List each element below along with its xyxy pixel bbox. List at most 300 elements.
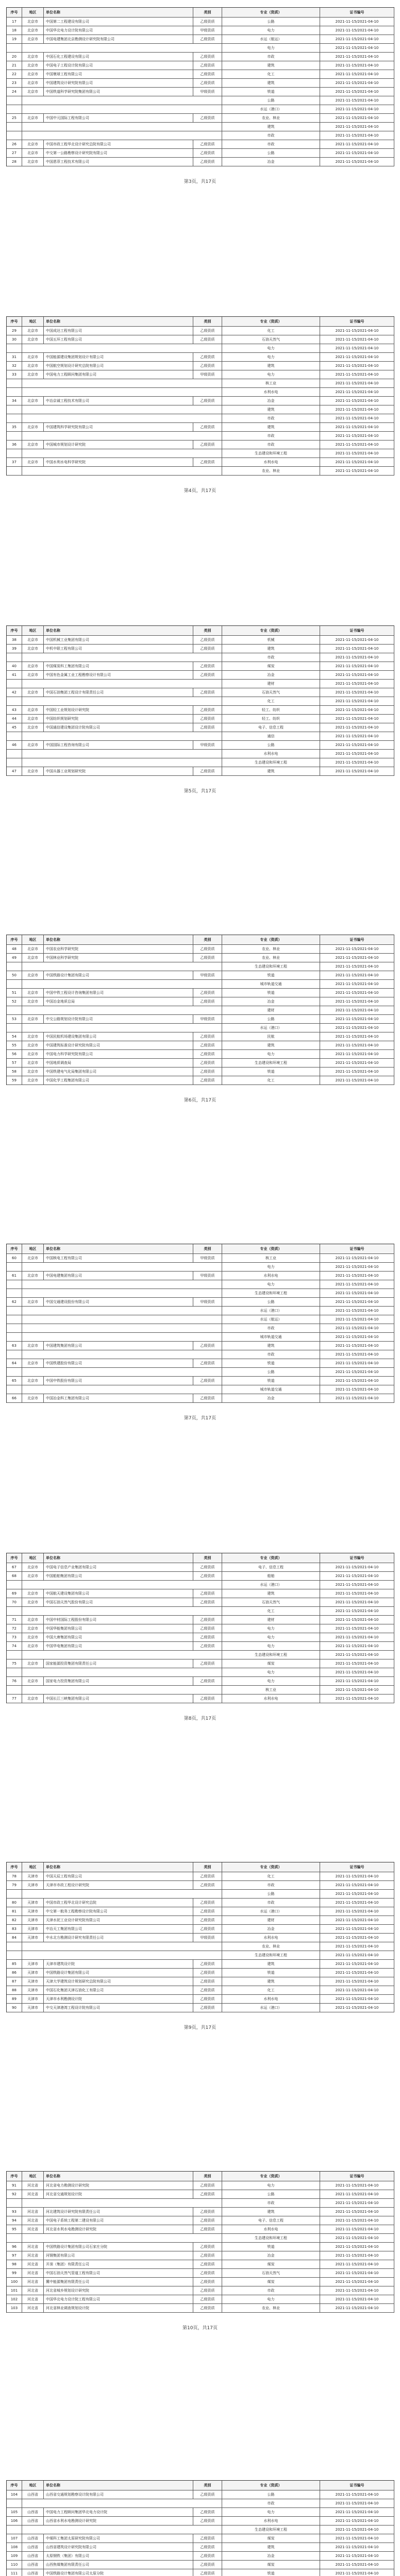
cell-category (193, 1668, 222, 1676)
cell-category: 乙级资质 (193, 2569, 222, 2576)
table-row (7, 1067, 394, 1076)
header-cell-category: 类别 (193, 935, 222, 944)
cell-company: 中国农业科学研究院 (44, 945, 193, 953)
cell-category (193, 653, 222, 662)
cell-category (193, 2234, 222, 2242)
cell-cert: 2021-11-15/2021-04-10 (320, 18, 394, 26)
total-pages: 17 (207, 2326, 213, 2331)
cell-company: 中交第一公路勘察设计研究院有限公司 (44, 149, 193, 157)
header-cell-spec: 专业（资质） (222, 8, 320, 17)
cell-company: 中国电建集团有限公司 (44, 1272, 193, 1280)
cell-cert: 2021-11-15/2021-04-10 (320, 1342, 394, 1350)
document-page (0, 618, 400, 927)
cell-cert: 2021-11-15/2021-04-10 (320, 1668, 394, 1676)
cell-no: 33 (7, 370, 22, 379)
cell-category (193, 449, 222, 457)
page-footer (0, 2324, 400, 2331)
table-row (7, 1616, 394, 1624)
cell-cert: 2021-11-15/2021-04-10 (320, 2543, 394, 2551)
table-row (7, 1350, 394, 1359)
table-row (7, 2251, 394, 2260)
cell-no: 93 (7, 2208, 22, 2216)
cell-no: 53 (7, 1015, 22, 1023)
cell-company: 中国通信建设集团设计院有限公司 (44, 723, 193, 732)
cell-cert: 2021-11-15/2021-04-10 (320, 379, 394, 387)
cell-no (7, 1324, 22, 1332)
cell-no (7, 1651, 22, 1659)
document-page (0, 1236, 400, 1546)
cell-company: 中国电力工程顾问集团华北电力设计院 (44, 2508, 193, 2516)
cell-region: 北京市 (22, 989, 44, 997)
header-cell-spec: 专业（资质） (222, 2172, 320, 2181)
cell-cert: 2021-11-15/2021-04-10 (320, 158, 394, 166)
cell-no (7, 414, 22, 422)
cell-spec: 建材 (222, 680, 320, 688)
cell-category: 甲级资质 (193, 1254, 222, 1262)
cell-spec: 铁道 (222, 1359, 320, 1367)
cell-company: 中国中元国际工程有限公司 (44, 114, 193, 122)
table-row (7, 379, 394, 388)
cell-no (7, 1951, 22, 1959)
table-row (7, 2499, 394, 2508)
cell-spec: 核工业 (222, 379, 320, 387)
cell-spec: 农业、林业 (222, 467, 320, 475)
cell-region: 北京市 (22, 1076, 44, 1084)
cell-spec: 电力 (222, 2295, 320, 2303)
cell-region (22, 1315, 44, 1324)
table-row (7, 1394, 394, 1403)
document-page (0, 1546, 400, 1855)
cell-spec: 电力 (222, 1624, 320, 1633)
total-pages: 17 (205, 488, 212, 494)
cell-spec: 铁道 (222, 2243, 320, 2251)
footer-suffix: 页 (211, 179, 216, 184)
cell-category: 乙级资质 (193, 1624, 222, 1633)
table-row (7, 1694, 394, 1703)
cell-region: 北京市 (22, 706, 44, 714)
table-row (7, 388, 394, 397)
cell-cert: 2021-11-15/2021-04-10 (320, 327, 394, 335)
cell-category (193, 697, 222, 705)
cell-cert: 2021-11-15/2021-04-10 (320, 1899, 394, 1907)
cell-category: 乙级资质 (193, 2517, 222, 2525)
cell-no (7, 1890, 22, 1898)
cell-no (7, 732, 22, 740)
cell-no: 67 (7, 1563, 22, 1571)
cell-category: 乙级资质 (193, 2278, 222, 2286)
cell-no: 91 (7, 2181, 22, 2190)
cell-region: 北京市 (22, 645, 44, 653)
cell-region: 河北省 (22, 2269, 44, 2277)
table-row (7, 1006, 394, 1015)
cell-company (44, 1607, 193, 1615)
cell-spec: 建筑 (222, 1589, 320, 1598)
cell-spec: 建筑 (222, 405, 320, 414)
cell-region: 北京市 (22, 1377, 44, 1385)
cell-spec: 生态建设和环境工程 (222, 1289, 320, 1297)
cell-spec: 公路 (222, 1015, 320, 1023)
cell-cert: 2021-11-15/2021-04-10 (320, 2561, 394, 2569)
cell-region: 北京市 (22, 1633, 44, 1641)
total-pages: 17 (205, 789, 212, 794)
cell-cert: 2021-11-15/2021-04-10 (320, 114, 394, 122)
table-row (7, 1598, 394, 1607)
cell-region (22, 432, 44, 440)
cell-spec: 电力 (222, 44, 320, 52)
cell-spec: 化工 (222, 1607, 320, 1615)
cell-cert: 2021-11-15/2021-04-10 (320, 1385, 394, 1394)
cell-no (7, 1333, 22, 1341)
cell-region (22, 96, 44, 105)
cell-region: 天津市 (22, 1977, 44, 1986)
cell-region (22, 467, 44, 475)
cell-category: 乙级资质 (193, 1394, 222, 1402)
qualification-table (6, 1553, 394, 1703)
cell-cert: 2021-11-15/2021-04-10 (320, 767, 394, 775)
cell-cert: 2021-11-15/2021-04-10 (320, 1041, 394, 1049)
cell-category: 乙级资质 (193, 1076, 222, 1084)
cell-spec: 生态建设和环境工程 (222, 1651, 320, 1659)
cell-company: 中国建筑集团有限公司 (44, 1342, 193, 1350)
cell-spec: 市政 (222, 2199, 320, 2207)
cell-no: 86 (7, 1969, 22, 1977)
cell-no: 17 (7, 18, 22, 26)
cell-region: 北京市 (22, 1254, 44, 1262)
table-row (7, 1977, 394, 1986)
cell-company (44, 432, 193, 440)
cell-region: 天津市 (22, 1925, 44, 1933)
qualification-table (6, 7, 394, 166)
cell-category: 乙级资质 (193, 2304, 222, 2312)
cell-no: 77 (7, 1694, 22, 1703)
cell-spec: 城市轨道交通 (222, 1333, 320, 1341)
cell-no: 106 (7, 2517, 22, 2525)
cell-spec: 轻工、纺织 (222, 715, 320, 723)
table-row (7, 1041, 394, 1050)
table-row (7, 697, 394, 706)
cell-category: 甲级资质 (193, 1934, 222, 1942)
footer-prefix: 第 (184, 1716, 189, 1721)
cell-region (22, 1324, 44, 1332)
cell-region: 天津市 (22, 1960, 44, 1968)
cell-region (22, 750, 44, 758)
footer-mid: 页，共 (191, 488, 206, 494)
table-row (7, 980, 394, 989)
cell-region (22, 1333, 44, 1341)
cell-region: 北京市 (22, 715, 44, 723)
cell-spec: 水利水电 (222, 750, 320, 758)
cell-category: 乙级资质 (193, 140, 222, 148)
cell-spec: 水运（港口） (222, 1581, 320, 1589)
table-row (7, 53, 394, 61)
cell-cert: 2021-11-15/2021-04-10 (320, 1960, 394, 1968)
cell-company: 中国铁建股份有限公司 (44, 1359, 193, 1367)
cell-company (44, 1942, 193, 1951)
cell-no: 63 (7, 1342, 22, 1350)
cell-cert: 2021-11-15/2021-04-10 (320, 750, 394, 758)
table-row (7, 61, 394, 70)
cell-category (193, 1651, 222, 1659)
page-number: 9 (188, 2025, 192, 2030)
cell-category: 乙级资质 (193, 767, 222, 775)
cell-spec: 冶金 (222, 671, 320, 679)
cell-cert: 2021-11-15/2021-04-10 (320, 79, 394, 87)
table-row (7, 1686, 394, 1694)
table-row (7, 997, 394, 1006)
cell-category: 乙级资质 (193, 2216, 222, 2225)
cell-company: 中国恩菲工程技术有限公司 (44, 158, 193, 166)
cell-category (193, 414, 222, 422)
footer-mid: 页，共 (193, 2326, 207, 2331)
cell-spec: 通信 (222, 732, 320, 740)
cell-region (22, 1890, 44, 1898)
cell-category: 乙级资质 (193, 327, 222, 335)
page-footer (0, 787, 400, 794)
table-row (7, 1050, 394, 1059)
cell-spec: 电子、信息工程 (222, 723, 320, 732)
cell-spec: 建筑 (222, 2208, 320, 2216)
cell-region (22, 1651, 44, 1659)
table-row (7, 1333, 394, 1342)
cell-company: 中机中联工程有限公司 (44, 645, 193, 653)
cell-cert: 2021-11-15/2021-04-10 (320, 1032, 394, 1041)
table-row (7, 397, 394, 405)
cell-spec: 城市轨道交通 (222, 1385, 320, 1394)
cell-region (22, 1607, 44, 1615)
table-row (7, 962, 394, 971)
cell-category (193, 1324, 222, 1332)
footer-suffix: 页 (211, 488, 216, 494)
cell-no: 65 (7, 1377, 22, 1385)
cell-cert: 2021-11-15/2021-04-10 (320, 2260, 394, 2268)
cell-spec: 电子、信息工程 (222, 1563, 320, 1571)
cell-category (193, 96, 222, 105)
cell-category (193, 1280, 222, 1289)
cell-category (193, 1006, 222, 1014)
cell-spec: 建材 (222, 1006, 320, 1014)
cell-company (44, 1890, 193, 1898)
header-cell-spec: 专业（资质） (222, 626, 320, 635)
cell-company (44, 1315, 193, 1324)
cell-cert: 2021-11-15/2021-04-10 (320, 467, 394, 475)
cell-region (22, 1581, 44, 1589)
cell-spec: 公路 (222, 96, 320, 105)
cell-region (22, 123, 44, 131)
table-row (7, 1633, 394, 1642)
table-row (7, 1581, 394, 1589)
table-row (7, 1651, 394, 1659)
cell-spec: 水利水电 (222, 458, 320, 466)
cell-region: 北京市 (22, 1589, 44, 1598)
cell-no: 69 (7, 1589, 22, 1598)
cell-region: 北京市 (22, 335, 44, 344)
cell-no (7, 680, 22, 688)
header-cell-no: 序号 (7, 626, 22, 635)
cell-no (7, 1315, 22, 1324)
cell-spec: 电力 (222, 1280, 320, 1289)
cell-company: 中国国际工程咨询有限公司 (44, 741, 193, 749)
cell-spec: 公路 (222, 1368, 320, 1376)
cell-cert: 2021-11-15/2021-04-10 (320, 1881, 394, 1889)
header-cell-category: 类别 (193, 1244, 222, 1253)
cell-region: 北京市 (22, 440, 44, 449)
header-cell-spec: 专业（资质） (222, 1862, 320, 1872)
cell-spec: 水利水电 (222, 1995, 320, 2003)
cell-spec: 农业、林业 (222, 945, 320, 953)
cell-cert: 2021-11-15/2021-04-10 (320, 397, 394, 405)
cell-region: 北京市 (22, 88, 44, 96)
cell-region (22, 653, 44, 662)
cell-category: 乙级资质 (193, 645, 222, 653)
cell-category: 乙级资质 (193, 335, 222, 344)
cell-no: 41 (7, 671, 22, 679)
table-row (7, 1624, 394, 1633)
cell-spec: 市政 (222, 1881, 320, 1889)
cell-company: 天津市建筑设计院 (44, 1960, 193, 1968)
cell-region: 北京市 (22, 1394, 44, 1402)
cell-category (193, 1333, 222, 1341)
cell-category: 乙级资质 (193, 2208, 222, 2216)
cell-spec: 农业、林业 (222, 954, 320, 962)
cell-company: 中国电子信息产业集团有限公司 (44, 1563, 193, 1571)
cell-category (193, 758, 222, 767)
cell-region: 山西省 (22, 2552, 44, 2560)
cell-no (7, 131, 22, 140)
cell-cert: 2021-11-15/2021-04-10 (320, 53, 394, 61)
table-row (7, 954, 394, 962)
cell-category: 乙级资质 (193, 723, 222, 732)
cell-company: 中国民航机场建设集团有限公司 (44, 1032, 193, 1041)
cell-spec: 冶金 (222, 397, 320, 405)
cell-spec: 电力 (222, 1642, 320, 1650)
cell-company: 中国石油天然气管道工程有限公司 (44, 2269, 193, 2277)
cell-category: 乙级资质 (193, 1032, 222, 1041)
cell-region (22, 1668, 44, 1676)
cell-company: 天津市水利勘测设计院 (44, 1995, 193, 2003)
cell-region: 北京市 (22, 1572, 44, 1580)
table-row (7, 1642, 394, 1651)
footer-mid: 页，共 (191, 1098, 206, 1103)
table-row (7, 105, 394, 114)
cell-cert: 2021-11-15/2021-04-10 (320, 1006, 394, 1014)
cell-company: 中国华北电力设计院有限公司 (44, 26, 193, 35)
cell-cert: 2021-11-15/2021-04-10 (320, 105, 394, 113)
cell-category: 乙级资质 (193, 18, 222, 26)
cell-no: 88 (7, 1986, 22, 1994)
cell-category (193, 1350, 222, 1359)
cell-region (22, 1951, 44, 1959)
cell-category (193, 2499, 222, 2507)
cell-spec: 电力 (222, 1050, 320, 1058)
cell-spec: 煤炭 (222, 2260, 320, 2268)
header-cell-company: 单位名称 (44, 626, 193, 635)
table-row (7, 1899, 394, 1907)
cell-region: 北京市 (22, 458, 44, 466)
cell-category: 乙级资质 (193, 458, 222, 466)
cell-company: 中国航天建设集团有限公司 (44, 1589, 193, 1598)
table-row (7, 732, 394, 741)
table-row (7, 1677, 394, 1686)
table-row (7, 2552, 394, 2561)
cell-cert: 2021-11-15/2021-04-10 (320, 362, 394, 370)
table-row (7, 353, 394, 362)
table-row (7, 723, 394, 732)
cell-no: 29 (7, 327, 22, 335)
cell-company: 国家电力投资集团有限公司 (44, 1677, 193, 1685)
cell-cert: 2021-11-15/2021-04-10 (320, 1589, 394, 1598)
cell-region (22, 1686, 44, 1694)
cell-category: 乙级资质 (193, 2181, 222, 2190)
table-row (7, 1607, 394, 1616)
cell-no: 62 (7, 1298, 22, 1306)
table-row (7, 1024, 394, 1032)
cell-cert: 2021-11-15/2021-04-10 (320, 26, 394, 35)
cell-cert: 2021-11-15/2021-04-10 (320, 140, 394, 148)
cell-no: 95 (7, 2225, 22, 2233)
cell-category (193, 1951, 222, 1959)
cell-cert: 2021-11-15/2021-04-10 (320, 2508, 394, 2516)
table-row (7, 1572, 394, 1581)
cell-region (22, 1942, 44, 1951)
table-header-row (7, 1862, 394, 1872)
cell-region: 北京市 (22, 767, 44, 775)
cell-spec: 电力 (222, 1668, 320, 1676)
cell-region (22, 105, 44, 113)
cell-spec: 农业、林业 (222, 114, 320, 122)
cell-category: 乙级资质 (193, 53, 222, 61)
cell-no: 49 (7, 954, 22, 962)
cell-company: 中国中材国际工程股份有限公司 (44, 1616, 193, 1624)
table-row (7, 1872, 394, 1881)
cell-company: 中国石油天然气股份有限公司 (44, 1598, 193, 1606)
cell-region: 天津市 (22, 1907, 44, 1916)
cell-spec: 农业、林业 (222, 1942, 320, 1951)
cell-spec: 建筑 (222, 1342, 320, 1350)
cell-cert: 2021-11-15/2021-04-10 (320, 1872, 394, 1880)
cell-no: 83 (7, 1925, 22, 1933)
table-row (7, 653, 394, 662)
header-cell-no: 序号 (7, 935, 22, 944)
cell-cert: 2021-11-15/2021-04-10 (320, 1659, 394, 1668)
cell-cert: 2021-11-15/2021-04-10 (320, 123, 394, 131)
header-cell-category: 类别 (193, 8, 222, 17)
cell-no: 32 (7, 362, 22, 370)
cell-company: 中国林业科学研究院 (44, 954, 193, 962)
cell-category: 乙级资质 (193, 1067, 222, 1076)
cell-region (22, 1006, 44, 1014)
table-row (7, 2295, 394, 2304)
cell-no (7, 2234, 22, 2242)
cell-category: 乙级资质 (193, 2508, 222, 2516)
table-row (7, 2490, 394, 2499)
cell-category (193, 1289, 222, 1297)
page-number: 6 (188, 1098, 192, 1103)
cell-cert: 2021-11-15/2021-04-10 (320, 1263, 394, 1271)
footer-suffix: 页 (211, 789, 216, 794)
cell-spec: 公路 (222, 149, 320, 157)
cell-spec: 煤炭 (222, 662, 320, 670)
cell-category (193, 388, 222, 396)
cell-region: 北京市 (22, 741, 44, 749)
cell-no: 103 (7, 2304, 22, 2312)
cell-spec: 水运（港口） (222, 1024, 320, 1032)
cell-spec: 公路 (222, 1298, 320, 1306)
cell-category: 乙级资质 (193, 2295, 222, 2303)
table-row (7, 88, 394, 96)
cell-category: 乙级资质 (193, 1677, 222, 1685)
cell-company: 河北省城乡规划设计研究院 (44, 2286, 193, 2295)
cell-spec: 电力 (222, 344, 320, 352)
